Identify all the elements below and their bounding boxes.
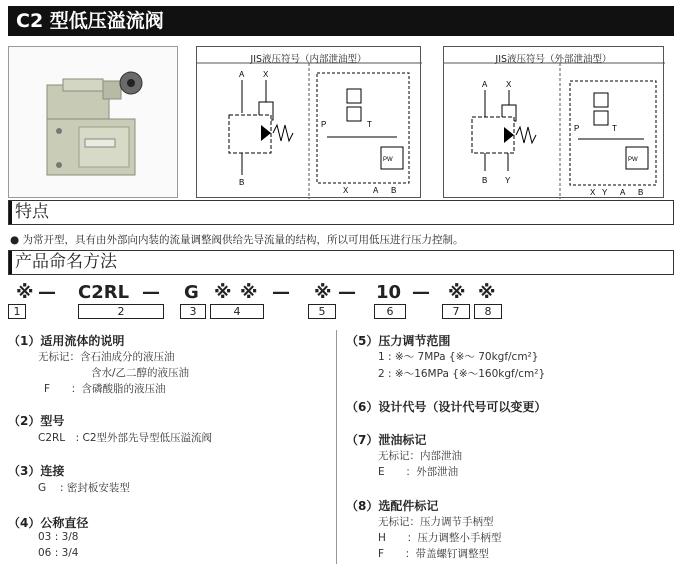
- item-line: 03 : 3/8: [38, 531, 79, 543]
- item-line: E ：外部泄油: [378, 466, 459, 478]
- code-token: ※: [448, 282, 466, 303]
- product-photo: [8, 46, 178, 198]
- item-line: F ：含磷酸脂的液压油: [44, 383, 166, 395]
- model-code-row: [8, 282, 674, 322]
- item-title-1: （1）适用流体的说明: [8, 334, 125, 348]
- features-text: ● 为常开型，具有由外部向内装的流量调整阀供给先导流量的结构，所以可用低压进行压力控制。: [10, 234, 464, 246]
- item-title-4: （4）公称直径: [8, 516, 89, 530]
- circuit-port-a: A: [373, 186, 379, 195]
- item-line: C2RL : C2型外部先导型低压溢流阀: [38, 432, 213, 444]
- code-token: ※: [240, 282, 258, 303]
- code-dash: —: [272, 282, 290, 303]
- port-y-label: Y: [505, 176, 511, 185]
- circuit-port-y: Y: [602, 188, 608, 197]
- item-title-8: （8）选配件标记: [346, 499, 439, 513]
- jis-symbol-external: [444, 47, 665, 199]
- circuit-pw-label: PW: [628, 157, 638, 163]
- circuit-t-label: T: [612, 124, 617, 133]
- code-box-5: 5: [308, 304, 336, 319]
- port-a-label: A: [482, 80, 488, 89]
- item-line: 无标记：含石油成分的液压油: [38, 351, 175, 363]
- item-line: G : 密封板安装型: [38, 482, 130, 494]
- item-title-5: （5）压力调节范围: [346, 334, 451, 348]
- code-token: G: [184, 282, 199, 303]
- jis-diagram-external: [443, 46, 664, 198]
- circuit-port-b: B: [391, 186, 397, 195]
- port-b-label: B: [239, 178, 245, 187]
- code-box-2: 2: [78, 304, 164, 319]
- valve-image: [9, 47, 179, 199]
- code-box-4: 4: [210, 304, 264, 319]
- code-dash: —: [412, 282, 430, 303]
- diagram-caption: JIS液压符号（内部泄油型）: [250, 54, 367, 65]
- circuit-p-label: P: [574, 124, 580, 133]
- code-token: ※: [478, 282, 496, 303]
- code-box-7: 7: [442, 304, 470, 319]
- naming-heading: [8, 250, 674, 275]
- code-box-8: 8: [474, 304, 502, 319]
- code-token: 10: [376, 282, 402, 303]
- item-line: 1 : ※～ 7MPa {※～ 70kgf/cm²}: [378, 351, 539, 363]
- circuit-pw-label: PW: [383, 157, 393, 163]
- column-divider: [336, 330, 337, 564]
- features-heading: [8, 200, 674, 225]
- item-title-6: （6）设计代号（设计代号可以变更）: [346, 400, 547, 414]
- heading-bar: [9, 251, 12, 274]
- circuit-port-x: X: [590, 188, 596, 197]
- heading-bar: [9, 201, 12, 224]
- circuit-port-x: X: [343, 186, 349, 195]
- item-line: 06 : 3/4: [38, 547, 79, 559]
- item-line: F ：带盖螺钉调整型: [378, 548, 490, 560]
- code-dash: —: [38, 282, 56, 303]
- code-box-1: 1: [8, 304, 26, 319]
- circuit-port-b: B: [638, 188, 644, 197]
- code-token: ※: [314, 282, 332, 303]
- code-box-3: 3: [180, 304, 206, 319]
- item-line: 无标记：内部泄油: [378, 450, 462, 462]
- features-heading-text: 特点: [15, 202, 49, 222]
- page-title: C2 型低压溢流阀: [8, 6, 674, 36]
- code-dash: —: [142, 282, 160, 303]
- code-dash: —: [338, 282, 356, 303]
- jis-symbol-internal: [197, 47, 422, 199]
- naming-heading-text: 产品命名方法: [15, 252, 117, 272]
- port-a-label: A: [239, 70, 245, 79]
- port-x-label: X: [263, 70, 269, 79]
- jis-diagram-internal: [196, 46, 421, 198]
- item-line: H ：压力调整小手柄型: [378, 532, 502, 544]
- code-box-6: 6: [374, 304, 406, 319]
- item-line: 无标记：压力调节手柄型: [378, 516, 494, 528]
- circuit-port-a: A: [620, 188, 626, 197]
- port-b-label: B: [482, 176, 488, 185]
- code-token: ※: [16, 282, 34, 303]
- circuit-p-label: P: [321, 120, 327, 129]
- item-line: 含水/乙二醇的液压油: [91, 367, 190, 379]
- item-title-7: （7）泄油标记: [346, 433, 427, 447]
- diagram-caption: JIS液压符号（外部泄油型）: [495, 54, 612, 65]
- item-title-2: （2）型号: [8, 414, 65, 428]
- code-token: ※: [214, 282, 232, 303]
- circuit-t-label: T: [367, 120, 372, 129]
- port-x-label: X: [506, 80, 512, 89]
- item-line: 2 : ※～16MPa {※～160kgf/cm²}: [378, 368, 546, 380]
- code-token: C2RL: [78, 282, 130, 303]
- item-title-3: （3）连接: [8, 464, 65, 478]
